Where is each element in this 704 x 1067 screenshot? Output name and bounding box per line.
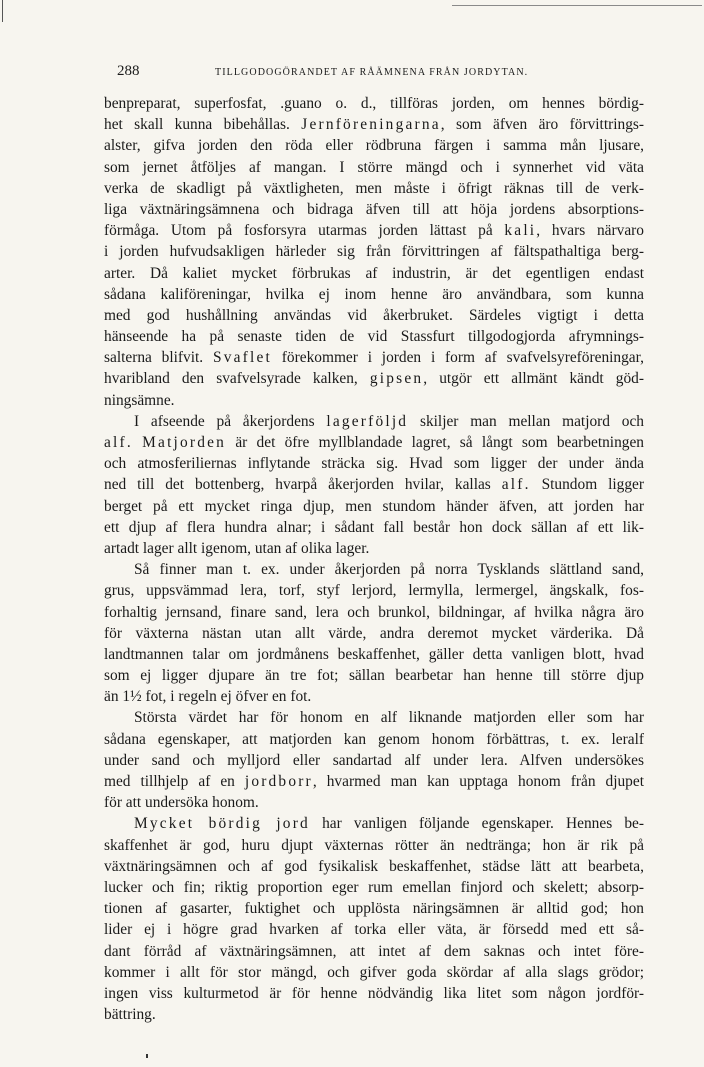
text-line: med tillhjelp af en jordborr, hvarmed man kan upptaga honom från djupet (104, 773, 644, 790)
text-line: skaffenhet är god, huru djupt växternas rötter än nedtränga; hon är rik på (104, 836, 644, 854)
text-line: sådana kaliföreningar, hvilka ej inom henne äro användbara, som kunna (104, 285, 644, 303)
text-line: för att undersöka honom. (104, 794, 259, 812)
text-line: lider ej i högre grad hvarken af torka eller väta, är försedd med ett så- (104, 921, 644, 939)
text-line: landtmannen talar om jordmånens beskaffenhet, gäller detta vanligen blott, hvad (104, 645, 644, 663)
text-line: som ej ligger djupare än tre fot; sällan bearbetar han henne till större djup (104, 667, 644, 685)
running-title: TILLGODOGÖRANDET AF RÅÄMNENA FRÅN JORDYTAN. (215, 67, 529, 78)
text-line: än 1½ fot, i regeln ej öfver en fot. (104, 688, 312, 706)
page-edge-mark (2, 0, 3, 22)
text-line: ned till det bottenberg, hvarpå åkerjorden hvilar, kallas alf. Stundom ligger (104, 476, 645, 494)
print-speck (146, 1054, 148, 1058)
text-line: forhaltig jernsand, finare sand, lera och brunkol, bildningar, af hvilka några äro (104, 603, 644, 621)
paragraph-start-line: Mycket bördig jord har vanligen följande egenskaper. Hennes be- (134, 815, 644, 833)
text-line: salterna blifvit. Svaflet förekommer i jorden i form af svafvelsyreföreningar, (104, 349, 644, 367)
text-line: alf. Matjorden är det öfre myllblandade lagret, så långt som bearbetningen (104, 434, 644, 451)
text-line: berget på ett mycket ringa djup, men stundom händer äfven, att jorden har (104, 497, 644, 515)
text-line: för växterna nästan utan allt värde, andra deremot mycket värderika. Då (104, 624, 644, 642)
paragraph-start-line: I afseende på åkerjordens lagerföljd skiljer man mellan matjord och (134, 412, 644, 430)
text-line: alster, gifva jorden den röda eller rödbruna färgen i samma mån ljusare, (104, 137, 644, 155)
text-line: växtnäringsämnen och af god fysikalisk beskaffenhet, städse lätt att bearbeta, (104, 857, 644, 875)
text-line: dant förråd af växtnäringsämnen, att intet af dem saknas och intet före- (104, 942, 644, 960)
text-line: tionen af gasarter, fuktighet och upplösta näringsämnen är alltid god; hon (104, 900, 644, 918)
page-edge-rule (452, 5, 702, 6)
text-line: lucker och fin; riktig proportion eger rum emellan finjord och skelett; absorp- (104, 878, 644, 896)
text-line: verka de skadligt på växtligheten, men måste i öfrigt räknas till de verk- (104, 179, 644, 197)
text-line: hvaribland den svafvelsyrade kalken, gipsen, utgör ett allmänt kändt göd- (104, 370, 644, 388)
body-text (104, 93, 644, 1025)
text-line: med god hushållning användas vid åkerbruket. Särdeles vigtigt i detta (104, 306, 644, 324)
text-line: artadt lager allt igenom, utan af olika lager. (104, 539, 370, 557)
text-line: i jorden hufvudsakligen härleder sig från förvittringen af fältspathaltiga berg- (104, 243, 644, 261)
text-line: förmåga. Utom på fosforsyra utarmas jorden lättast på kali, hvars närvaro (104, 222, 644, 240)
text-line: benpreparat, superfosfat, .guano o. d., tillföras jorden, om hennes bördig- (104, 95, 644, 112)
text-line: kommer i allt för stor mängd, och gifver goda skördar af alla slags grödor; (104, 963, 644, 981)
text-line: under sand och mylljord eller sandartad alf under lera. Alfven undersökes (104, 751, 644, 769)
text-line: ett djup af flera hundra alnar; i sådant fall består hon dock sällan af ett lik- (104, 518, 644, 536)
text-line: grus, uppsvämmad lera, torf, styf lerjord, lermylla, lermergel, ängskalk, fos- (104, 582, 644, 600)
text-line: ingen viss kulturmetod är för henne nödvändig lika litet som någon jordför- (104, 984, 644, 1002)
text-line: arter. Då kaliet mycket förbrukas af industrin, är det egentligen endast (104, 264, 644, 282)
text-line: ningsämne. (104, 391, 175, 409)
page-number: 288 (117, 63, 140, 79)
paragraph-start-line: Största värdet har för honom en alf liknande matjorden eller som har (134, 709, 644, 727)
text-line: bättring. (104, 1006, 156, 1024)
text-line: hänseende ha på senaste tiden de vid Stassfurt tillgodogjorda afrymnings- (104, 328, 644, 346)
text-line: liga växtnäringsämnena och bidraga äfven till att höja jordens absorptions- (104, 200, 644, 218)
text-line: sådana egenskaper, att matjorden kan genom honom förbättras, t. ex. leralf (104, 730, 644, 748)
text-line: som jernet åtföljes af mangan. I större mängd och i synnerhet vid väta (104, 158, 644, 176)
paragraph-start-line: Så finner man t. ex. under åkerjorden på norra Tysklands slättland sand, (134, 561, 644, 579)
text-line: het skall kunna bibehållas. Jernföreningarna, som äfven äro förvittrings- (104, 116, 644, 134)
text-line: och atmosferiliernas inflytande sträcka sig. Hvad som ligger der under ända (104, 455, 644, 473)
page-header (117, 63, 644, 87)
